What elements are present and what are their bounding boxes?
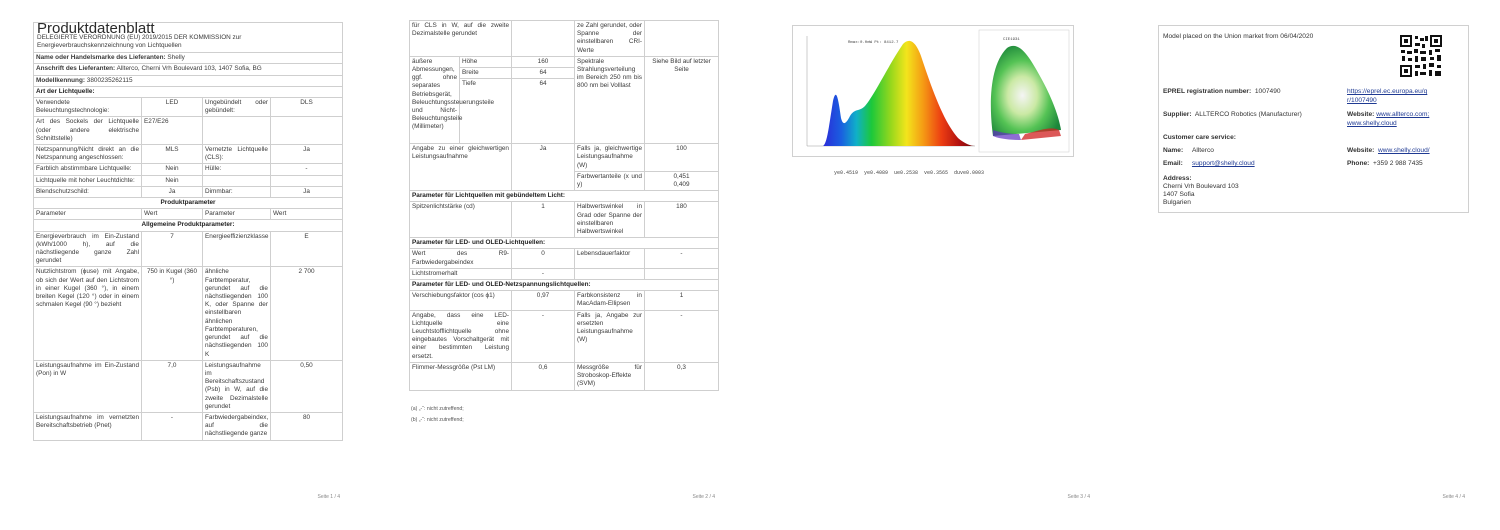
- page-4: [1125, 0, 1500, 530]
- type-header: Art der Lichtquelle:: [34, 86, 343, 97]
- flicker-label: Flimmer-Messgröße (Pst LM): [410, 362, 512, 390]
- spectrum-readout: ye0.4519 ye0.4089 ue0.2538 ve0.3565 duve0.0003: [834, 170, 985, 176]
- col-value-1: Wert: [142, 209, 203, 220]
- spectrum-plot: [793, 26, 1073, 156]
- maint-label: Lichtstromerhalt: [410, 268, 512, 279]
- strobo-label: Messgröße für Stroboskop-Effekte (SVM): [575, 362, 645, 390]
- market-date-label: Model placed on the Union market from 06/04/2020: [1163, 33, 1314, 40]
- model-label: Modellkennung:: [36, 76, 85, 84]
- equiv-power-value: 100: [645, 144, 719, 172]
- equiv-power-label: Falls ja, gleichwertige Leistungsaufnahme (W): [575, 144, 645, 172]
- cct-value: 2 700: [271, 267, 343, 360]
- col-value-2: Wert: [271, 209, 343, 220]
- address-line-3: Bulgarien: [1163, 199, 1191, 206]
- eclass-label: Energieeffizienzklasse: [203, 231, 271, 267]
- connected-label: Vernetzte Lichtquelle (CLS):: [203, 145, 271, 164]
- envelope-value: -: [271, 164, 343, 175]
- chroma-y-value: 0,409: [673, 181, 690, 189]
- phone-label: Phone:: [1347, 160, 1370, 167]
- equiv-label: Angabe zu einer gleichwertigen Leistungsaufnahme: [410, 144, 512, 191]
- pon-value: 7,0: [142, 360, 203, 412]
- col-param-1: Parameter: [34, 209, 142, 220]
- website2-label: Website:: [1347, 147, 1375, 154]
- datasheet-table-p1: [33, 22, 343, 441]
- supplier-label-en: Supplier:: [1163, 111, 1192, 118]
- address-line-2: 1407 Sofia: [1163, 191, 1195, 198]
- pon-label: Leistungsaufnahme im Ein-Zustand (Pon) in W: [34, 360, 142, 412]
- psb-value: 0,50: [271, 360, 343, 412]
- dimmable-label: Dimmbar:: [203, 186, 271, 197]
- pnet-cont-label: für CLS in W, auf die zweite Dezimalstelle gerundet: [410, 21, 512, 57]
- phone-value: +359 2 988 7435: [1373, 160, 1423, 167]
- page-number-2: Seite 2 / 4: [692, 494, 715, 500]
- mains-value: MLS: [142, 145, 203, 164]
- energy-value: 7: [142, 231, 203, 267]
- page-3: [750, 0, 1125, 530]
- tunable-value: Nein: [142, 164, 203, 175]
- life-value: -: [645, 249, 719, 268]
- flux-value: 750 in Kugel (360 °): [142, 267, 203, 360]
- macadam-value: 1: [645, 291, 719, 310]
- datasheet-table-p2: [409, 20, 719, 391]
- mains-label: Netzspannung/Nicht direkt an die Netzspannung angeschlossen:: [34, 145, 142, 164]
- name-label: Name:: [1163, 147, 1184, 154]
- beam-value: 180: [645, 202, 719, 238]
- email-label: Email:: [1163, 160, 1183, 167]
- spectral-label: Spektrale Strahlungsverteilung im Bereich 250 nm bis 800 nm bei Volllast: [575, 56, 645, 143]
- led-header: Parameter für LED- und OLED-Lichtquellen:: [410, 238, 719, 249]
- peak-value: 1: [512, 202, 575, 238]
- website-link[interactable]: www.allterco.com; www.shelly.cloud: [1347, 111, 1430, 127]
- pf-label: Verschiebungsfaktor (cos ϕ1): [410, 291, 512, 310]
- connected-value: Ja: [271, 145, 343, 164]
- regulation-subtitle: DELEGIERTE VERORDNUNG (EU) 2019/2015 DER KOMMISSION zur Energieverbrauchskennzeichnung von Lichtquellen: [37, 34, 242, 50]
- unbundled-label: Ungebündelt oder gebündelt:: [203, 98, 271, 117]
- r9-label: Wert des R9-Farbwiedergabeindex: [410, 249, 512, 268]
- pnet-label: Leistungsaufnahme im vernetzten Bereitschaftsbetrieb (Pnet): [34, 412, 142, 440]
- highlum-value: Nein: [142, 175, 203, 186]
- eclass-value: E: [271, 231, 343, 267]
- supplier-value: Shelly: [167, 54, 185, 62]
- spectrum-annotation: Rmax:0.0mW Pt: 8412.7: [848, 41, 899, 45]
- cie-label: CIE1931: [1003, 38, 1020, 42]
- page-number-3: Seite 3 / 4: [1067, 494, 1090, 500]
- page-number-1: Seite 1 / 4: [317, 494, 340, 500]
- cri-label: Farbwiedergabeindex, auf die nächstliegende ganze: [203, 412, 271, 440]
- footnote-a: (a) „-“: nicht zutreffend;: [411, 406, 464, 412]
- flicker-value: 0,6: [512, 362, 575, 390]
- highlum-label: Lichtquelle mit hoher Leuchtdichte:: [34, 175, 142, 186]
- eprel-link[interactable]: https://eprel.ec.europa.eu/qr/1007490: [1347, 88, 1428, 104]
- envelope-label: Hülle:: [203, 164, 271, 175]
- cri-cont-label: ze Zahl gerundet, oder Spanne der einstellbaren CRI-Werte: [575, 21, 645, 57]
- pnet-value: -: [142, 412, 203, 440]
- height-label: Höhe: [460, 56, 512, 67]
- qr-code-icon: [1399, 34, 1443, 78]
- psb-label: Leistungsaufnahme im Bereitschaftszustand (Psb) in W, auf die zweite Dezimalstelle gerundet: [203, 360, 271, 412]
- name-value: Allterco: [1191, 147, 1214, 154]
- replace-power-value: -: [645, 310, 719, 362]
- directional-header: Parameter für Lichtquellen mit gebündeltem Licht:: [410, 191, 719, 202]
- dims-label: äußere Abmessungen, ggf. ohne separates Betriebsgerät, Beleuchtungssteuerungsteile und Nicht-Beleuchtungsteile (Millimeter): [410, 56, 460, 143]
- depth-label: Tiefe: [460, 79, 512, 144]
- equiv-value: Ja: [512, 144, 575, 191]
- eprel-label: EPREL registration number:: [1163, 88, 1252, 95]
- pf-value: 0,97: [512, 291, 575, 310]
- depth-value: 64: [512, 79, 575, 144]
- energy-label: Energieverbrauch im Ein-Zustand (kWh/1000 h), auf die nächstliegende ganze Zahl gerundet: [34, 231, 142, 267]
- chroma-label: Farbwertanteile (x und y): [575, 171, 645, 190]
- macadam-label: Farbkonsistenz in MacAdam-Ellipsen: [575, 291, 645, 310]
- spectrum-image-frame: [792, 25, 1074, 157]
- customer-care-header: Customer care service:: [1163, 134, 1236, 141]
- product-params-header: Produktparameter: [34, 198, 343, 209]
- width-label: Breite: [460, 68, 512, 79]
- spectral-value: Siehe Bild auf letzter Seite: [645, 56, 719, 143]
- supplier-label: Name oder Handelsmarke des Lieferanten:: [36, 54, 166, 62]
- page-2: [375, 0, 750, 530]
- tech-value: LED: [142, 98, 203, 117]
- socket-value: E27/E26: [142, 117, 203, 145]
- life-label: Lebensdauerfaktor: [575, 249, 645, 268]
- cct-label: ähnliche Farbtemperatur, gerundet auf die nächstliegenden 100 K, oder Spanne der einstellbaren ähnlichen Farbtemperaturen, gerundet auf die nächstliegenden 100 K: [203, 267, 271, 360]
- maint-value: -: [512, 268, 575, 279]
- peak-label: Spitzenlichtstärke (cd): [410, 202, 512, 238]
- tech-label: Verwendete Beleuchtungstechnologie:: [34, 98, 142, 117]
- page-1: [0, 0, 375, 530]
- address-line-1: Cherni Vrh Boulevard 103: [1163, 183, 1239, 190]
- eprel-value: 1007490: [1254, 88, 1281, 95]
- email-link[interactable]: support@shelly.cloud: [1191, 160, 1255, 167]
- website2-link[interactable]: www.shelly.cloud/: [1378, 147, 1430, 154]
- width-value: 64: [512, 68, 575, 79]
- strobo-value: 0,3: [645, 362, 719, 390]
- unbundled-value: DLS: [271, 98, 343, 117]
- supplier-value-en: ALLTERCO Robotics (Manufacturer): [1194, 111, 1302, 118]
- general-params-header: Allgemeine Produktparameter:: [34, 220, 343, 231]
- tunable-label: Farblich abstimmbare Lichtquelle:: [34, 164, 142, 175]
- replace-label: Angabe, dass eine LED-Lichtquelle eine Leuchtstofflichtquelle ohne eingebautes Vorschaltgerät mit einer bestimmten Leistung ersetzt.: [410, 310, 512, 362]
- mains-led-header: Parameter für LED- und OLED-Netzspannungslichtquellen:: [410, 280, 719, 291]
- website-label: Website:: [1347, 111, 1375, 118]
- footnote-b: (b) „-“: nicht zutreffend;: [411, 417, 464, 423]
- height-value: 160: [512, 56, 575, 67]
- replace-value: -: [512, 310, 575, 362]
- beam-label: Halbwertswinkel in Grad oder Spanne der einstellbaren Halbwertswinkel: [575, 202, 645, 238]
- cri-value: 80: [271, 412, 343, 440]
- antiglare-value: Ja: [142, 186, 203, 197]
- document-title: Produktdatenblatt: [37, 20, 155, 37]
- address-label: Anschrift des Lieferanten:: [36, 65, 116, 73]
- dimmable-value: Ja: [271, 186, 343, 197]
- page-number-4: Seite 4 / 4: [1442, 494, 1465, 500]
- address-value: Allterco, Cherni Vrh Boulevard 103, 1407 Sofia, BG: [116, 65, 262, 73]
- replace-power-label: Falls ja, Angabe zur ersetzten Leistungsaufnahme (W): [575, 310, 645, 362]
- r9-value: 0: [512, 249, 575, 268]
- antiglare-label: Blendschutzschild:: [34, 186, 142, 197]
- col-param-2: Parameter: [203, 209, 271, 220]
- socket-label: Art des Sockels der Lichtquelle (oder andere elektrische Schnittstelle): [34, 117, 142, 145]
- chroma-x-value: 0,451: [673, 172, 690, 180]
- address-header: Address:: [1163, 175, 1192, 182]
- flux-label: Nutzlichtstrom (ϕuse) mit Angabe, ob sich der Wert auf den Lichtstrom in einer Kugel (360 °), in einem breiten Kegel (120 °) oder in einem schmalen Kegel (90 °) bezieht: [34, 267, 142, 360]
- info-box: [1158, 25, 1469, 213]
- model-value: 3800235262115: [86, 76, 133, 84]
